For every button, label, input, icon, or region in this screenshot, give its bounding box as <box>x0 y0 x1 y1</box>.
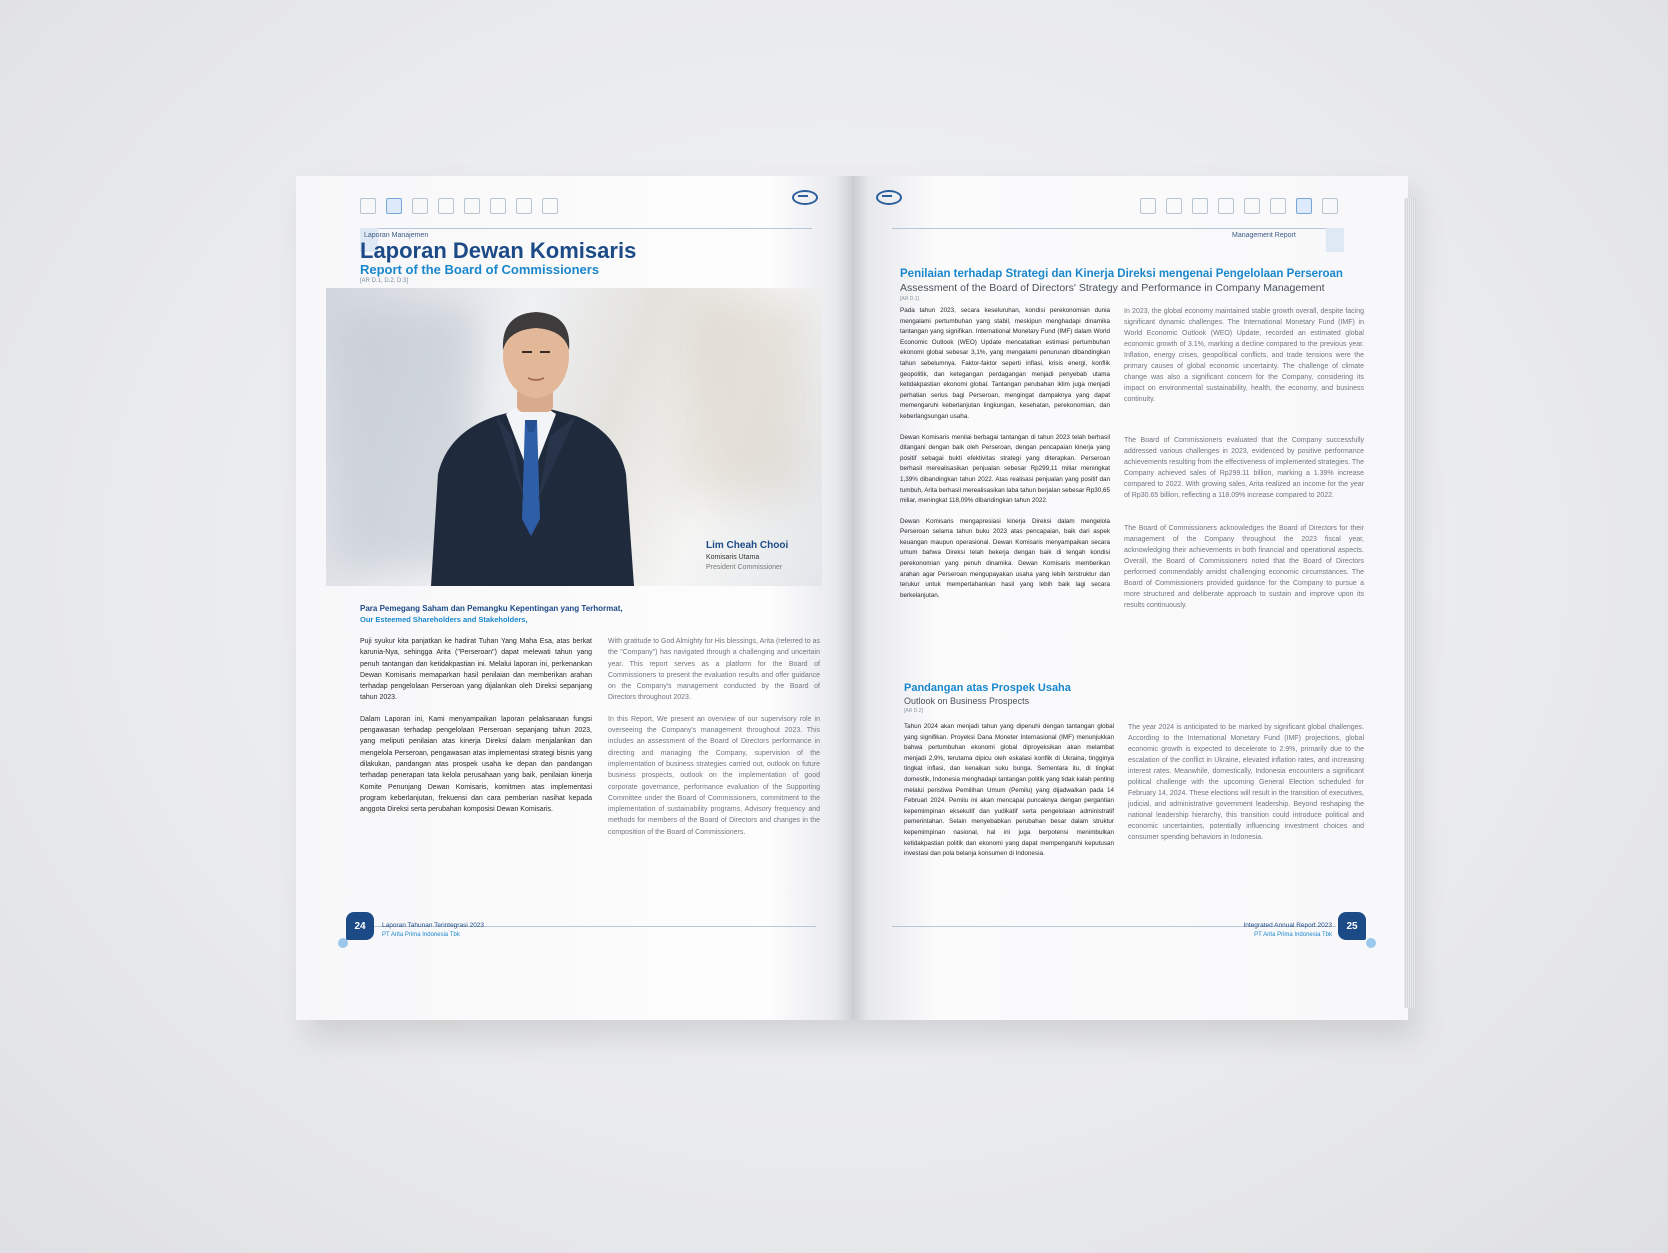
flag-icon[interactable] <box>1218 198 1234 214</box>
section-nav-icons <box>360 198 558 214</box>
footer-company: PT Arita Prima Indonesia Tbk <box>1254 932 1332 938</box>
document-icon[interactable] <box>516 198 532 214</box>
subsection-title: Pandangan atas Prospek Usaha <box>904 682 1071 694</box>
gri-reference: [AR D.2] <box>904 708 923 714</box>
greeting-en: Our Esteemed Shareholders and Stakeholders, <box>360 615 528 624</box>
right-page <box>852 176 1408 1020</box>
greeting-id: Para Pemegang Saham dan Pemangku Kepentingan yang Terhormat, <box>360 604 623 613</box>
left-page <box>296 176 852 1020</box>
paragraph: With gratitude to God Almighty for His blessings, Arita (referred to as the "Company") has navigated through a challenging and uncertain year. This report serves as a platform for the Board of Commissioners to present the evaluation results and offer guidance on the Company's management conducted by the Board of Directors throughout 2023. <box>608 638 820 702</box>
section-title: Penilaian terhadap Strategi dan Kinerja Direksi mengenai Pengelolaan Perseroan <box>900 268 1343 280</box>
paragraph: Pada tahun 2023, secara keseluruhan, kondisi perekonomian dunia mengalami pertumbuhan yang stabil, meskipun menghadapi dinamika tantangan yang signifikan. International Monetary Fund (IMF) dalam World Economic Outlook (WEO) Update mencatatkan estimasi pertumbuhan ekonomi global sebesar 3,1%, yang mengalami penurunan dibandingkan tahun sebelumnya. Faktor-faktor seperti inflasi, krisis energi, konflik geopolitik, dan ketegangan perdagangan menjadi penyebab utama ketidakpastian ekonomi global. Tantangan perubahan iklim juga menjadi perhatian serius bagi Perseroan, mengingat dampaknya yang dapat memengaruhi keberlanjutan lingkungan, kesehatan, perekonomian, dan keberlangsungan usaha. <box>900 307 1110 420</box>
gear-icon[interactable] <box>1192 198 1208 214</box>
header-tab <box>1326 228 1344 252</box>
header-label: Laporan Manajemen <box>364 232 429 239</box>
commissioner-photo <box>326 288 822 586</box>
indonesian-text-column <box>900 306 1110 611</box>
paragraph: Dewan Komisaris menilai berbagai tantangan di tahun 2023 telah berhasil ditangani dengan baik oleh Perseroan, dengan pencapaian kinerja yang positif sebagai bukti efektivitas strategi yang diterapkan. Perseroan berhasil merealisasikan penjualan sebesar Rp299,11 miliar meningkat 1,39% dibandingkan tahun 2022. Atas realisasi penjualan yang positif dan tumbuh, Arita berhasil merealisasikan laba tahun berjalan sebesar Rp30,65 miliar, meningkat 118,09% dibandingkan tahun 2022. <box>900 433 1110 505</box>
section-subtitle: Assessment of the Board of Directors' Strategy and Performance in Company Management <box>900 282 1325 294</box>
gear-icon[interactable] <box>490 198 506 214</box>
company-logo <box>876 190 902 205</box>
english-text-column <box>1124 306 1364 621</box>
paragraph: The Board of Commissioners acknowledges the Board of Directors for their management of the Company throughout the 2023 fiscal year, acknowledging their achievements in both financial and operational aspects. Overall, the Board of Commissioners noted that the Board of Directors performed commendably amidst challenging economic circumstances. The Board of Commissioners provided guidance for the Company to pursue a more structured and deliberate approach to sustain and improve upon its results continuously. <box>1124 525 1364 609</box>
people-icon[interactable] <box>1296 198 1312 214</box>
paragraph: Tahun 2024 akan menjadi tahun yang dipenuhi dengan tantangan global yang signifikan. Proyeksi Dana Moneter Internasional (IMF) menunjukkan bahwa pertumbuhan ekonomi global diproyeksikan akan melambat menjadi 2,9%, terutama dipicu oleh eskalasi konflik di Ukraina, tingginya tingkat inflasi, dan kenaikan suku bunga. Sementara itu, di tingkat domestik, Indonesia menghadapi tantangan politik yang tidak kalah penting melalui peristiwa Pemilihan Umum (Pemilu) yang dijadwalkan pada 14 Februari 2024. Pemilu ini akan mencapai puncaknya dengan pergantian kepemimpinan eksekutif dan yudikatif serta pengelolaan administratif pemerintahan. Selain menyebabkan perubahan besar dalam struktur kepemimpinan nasional, hal ini juga berpotensi menimbulkan ketidakpastian politik dan ekonomi yang dapat mempengaruhi keputusan investasi dan pola belanja konsumen di Indonesia. <box>904 723 1114 858</box>
handshake-icon[interactable] <box>438 198 454 214</box>
person-role-en: President Commissioner <box>706 564 783 571</box>
indonesian-text-column <box>360 636 592 825</box>
building-icon[interactable] <box>412 198 428 214</box>
footer-title: Laporan Tahunan Terintegrasi 2023 <box>382 922 485 929</box>
gri-reference: [AR D.1] <box>900 296 919 302</box>
handshake-icon[interactable] <box>1244 198 1260 214</box>
document-icon[interactable] <box>1140 198 1156 214</box>
building-icon[interactable] <box>1270 198 1286 214</box>
chart-icon[interactable] <box>360 198 376 214</box>
person-role-id: Komisaris Utama <box>706 554 760 561</box>
paragraph: In this Report, We present an overview of our supervisory role in overseeing the Company's management throughout 2023. This includes an assessment of the Board of Directors performance in directing and managing the Company, supervision of the implementation of business strategies carried out, outlook on future business prospects, outlook on the implementation of good corporate governance, performance evaluation of the Supporting Committee under the Board of Commissioners, commitment to the implementation of sustainability programs, Advisory frequency and methods for members of the Board of Directors and changes in the composition of the Board of Commissioners. <box>608 715 820 836</box>
person-portrait <box>426 304 636 586</box>
footer-company: PT Arita Prima Indonesia Tbk <box>382 932 460 938</box>
footer-title: Integrated Annual Report 2023 <box>1243 922 1332 929</box>
paragraph: The year 2024 is anticipated to be marked by significant global challenges. According to the International Monetary Fund (IMF) projections, global economic growth is expected to decelerate to 2.9%, primarily due to the escalation of the conflict in Ukraine, elevated inflation rates, and increasing interest rates. Meanwhile, domestically, Indonesia encounters a significant political challenge with the upcoming General Election scheduled for February 14, 2024. These elections will result in the transition of executives, judicial, and administrative government leadership. Beyond reshaping the national leadership hierarchy, this transition could introduce political and economic uncertainties, potentially influencing investment choices and consumer spending behaviors in Indonesia. <box>1128 724 1364 841</box>
person-name: Lim Cheah Chooi <box>706 540 789 551</box>
chart-icon[interactable] <box>1322 198 1338 214</box>
header-label: Management Report <box>1232 232 1296 239</box>
book-icon[interactable] <box>1166 198 1182 214</box>
paragraph: The Board of Commissioners evaluated that the Company successfully addressed various challenges in 2023, evidenced by positive performance achievements resulting from the effectiveness of implemented strategies. The Company achieved sales of Rp299.11 billion, marking a 1.39% increase compared to 2022. With growing sales, Arita realized an income for the year of Rp30.65 billion, reflecting a 118.09% increase compared to 2022. <box>1124 437 1364 499</box>
english-text-column <box>1128 722 1364 853</box>
annual-report-spread <box>296 176 1408 1026</box>
header-line <box>360 228 812 229</box>
gri-reference: [AR D.1, D.2, D.3] <box>360 278 409 284</box>
indonesian-text-column <box>904 722 1114 870</box>
paragraph: Puji syukur kita panjatkan ke hadirat Tuhan Yang Maha Esa, atas berkat karunia-Nya, sehingga Arita ("Perseroan") dapat melewati tahun yang penuh tantangan dan ketidakpastian ini. Melalui laporan ini, perkenankan Dewan Komisaris memaparkan hasil penilaian dan memberikan arahan terhadap pengelolaan Perseroan yang dijalankan oleh Direksi sepanjang tahun 2023. <box>360 638 592 702</box>
paragraph: Dalam Laporan ini, Kami menyampaikan laporan pelaksanaan fungsi pengawasan terhadap pengelolaan Perseroan sepanjang tahun 2023, yang meliputi penilaian atas kinerja Direksi dalam menjalankan dan mengelola Perseroan, pengawasan atas implementasi strategi bisnis yang dilakukan, pandangan atas prospek usaha ke depan dan pandangan terhadap penerapan tata kelola perusahaan yang baik, penilaian kinerja Komite Penunjang Dewan Komisaris, komitmen atas implementasi program keberlanjutan, frekuensi dan cara pemberian nasihat kepada anggota Direksi serta perubahan komposisi Dewan Komisaris. <box>360 715 592 814</box>
section-nav-icons <box>1140 198 1338 214</box>
page-title: Laporan Dewan Komisaris <box>360 238 637 263</box>
company-logo <box>792 190 818 205</box>
paragraph: Dewan Komisaris mengapresiasi kinerja Direksi dalam mengelola Perseroan selama tahun buku 2023 atas pencapaian, baik dari aspek keuangan maupun operasional. Dewan Komisaris menyampaikan secara umum bahwa Direksi telah bekerja dengan baik di tengah kondisi perekonomian yang penuh dinamika. Dewan Komisaris memberikan arahan agar Perseroan mengupayakan usaha yang lebih terstruktur dan terukur untuk mempertahankan hasil yang lebih baik lagi secara berkelanjutan. <box>900 517 1110 599</box>
book-icon[interactable] <box>542 198 558 214</box>
page-stack-edge <box>1404 198 1416 1008</box>
english-text-column <box>608 636 820 848</box>
page-subtitle: Report of the Board of Commissioners <box>360 262 600 277</box>
subsection-subtitle: Outlook on Business Prospects <box>904 696 1030 706</box>
flag-icon[interactable] <box>464 198 480 214</box>
leaf-accent-icon <box>1366 938 1376 948</box>
page-number: 24 <box>346 912 374 940</box>
header-line <box>892 228 1344 229</box>
page-number: 25 <box>1338 912 1366 940</box>
paragraph: In 2023, the global economy maintained stable growth overall, despite facing significant dynamic challenges. The International Monetary Fund (IMF) in World Economic Outlook (WEO) Update, recorded an estimated global economic growth of 3.1%, marking a decline compared to the previous year. Inflation, energy crises, geopolitical conflicts, and trade tensions were the primary causes of global economic uncertainty. The challenge of climate change was also a significant concern for the Company, considering its impact on environmental sustainability, health, the economy, and business continuity. <box>1124 308 1364 403</box>
people-icon[interactable] <box>386 198 402 214</box>
